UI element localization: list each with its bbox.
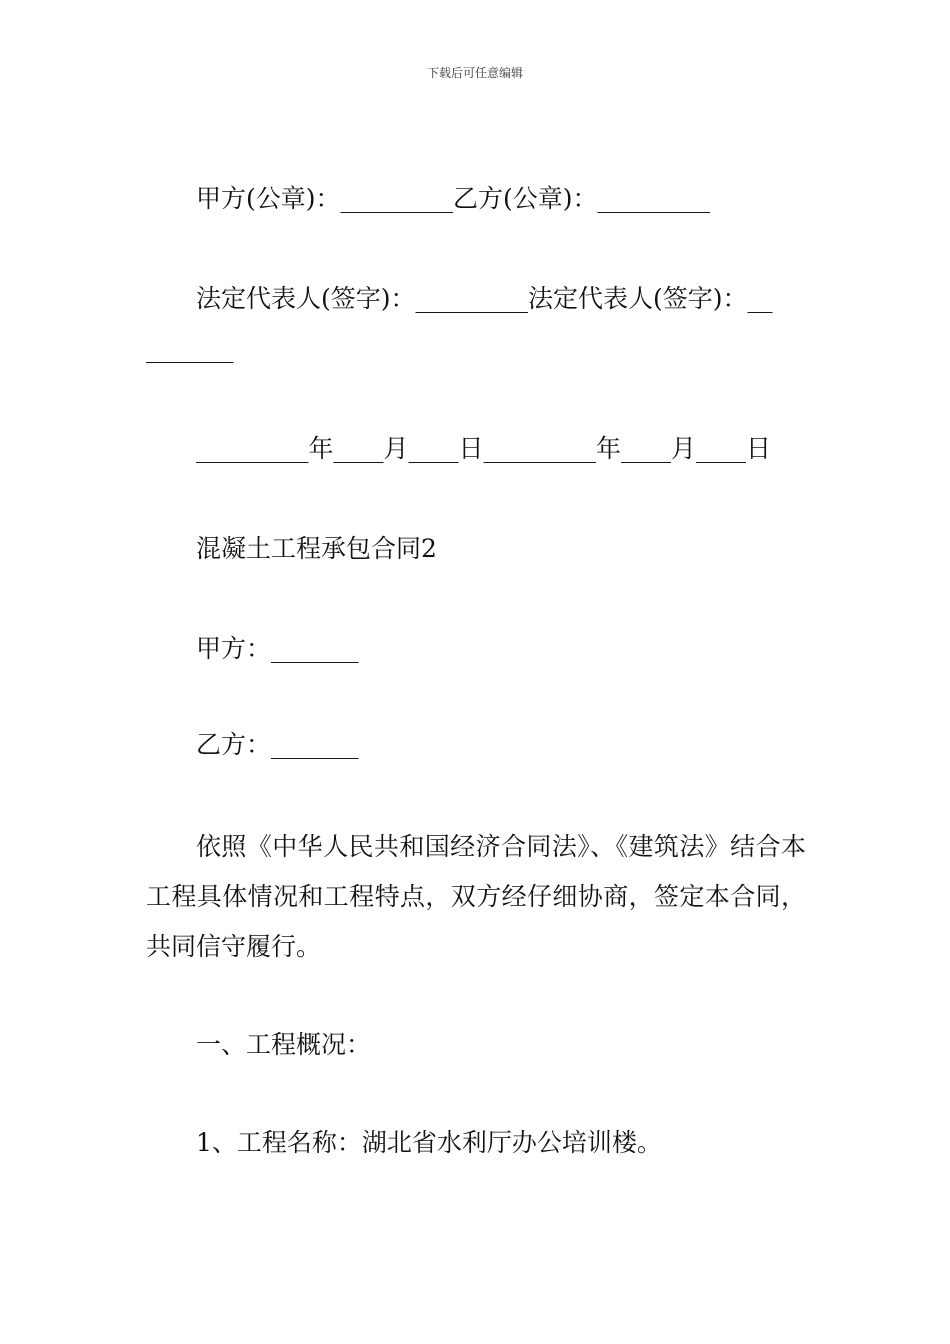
party-a-line: 甲方：_______ xyxy=(196,634,359,663)
section-heading-project-overview: 一、工程概况： xyxy=(196,1030,372,1059)
intro-paragraph: 依照《中华人民共和国经济合同法》、《建筑法》结合本工程具体情况和工程特点，双方经仔细协商，签定本合同，共同信守履行。 xyxy=(146,832,806,961)
signature-date-line: _________年____月____日_________年____月____日 xyxy=(196,434,772,463)
contract-title: 混凝土工程承包合同2 xyxy=(196,534,437,563)
page-header-note: 下载后可任意编辑 xyxy=(426,66,523,80)
signature-representatives-line-continued: _______ xyxy=(146,334,234,363)
project-name-item: 1、工程名称：湖北省水利厅办公培训楼。 xyxy=(196,1128,662,1157)
signature-representatives-line: 法定代表人(签字)：_________法定代表人(签字)：__ xyxy=(196,284,773,313)
party-b-line: 乙方：_______ xyxy=(196,730,359,759)
signature-parties-line: 甲方(公章)：_________乙方(公章)：_________ xyxy=(196,184,711,213)
